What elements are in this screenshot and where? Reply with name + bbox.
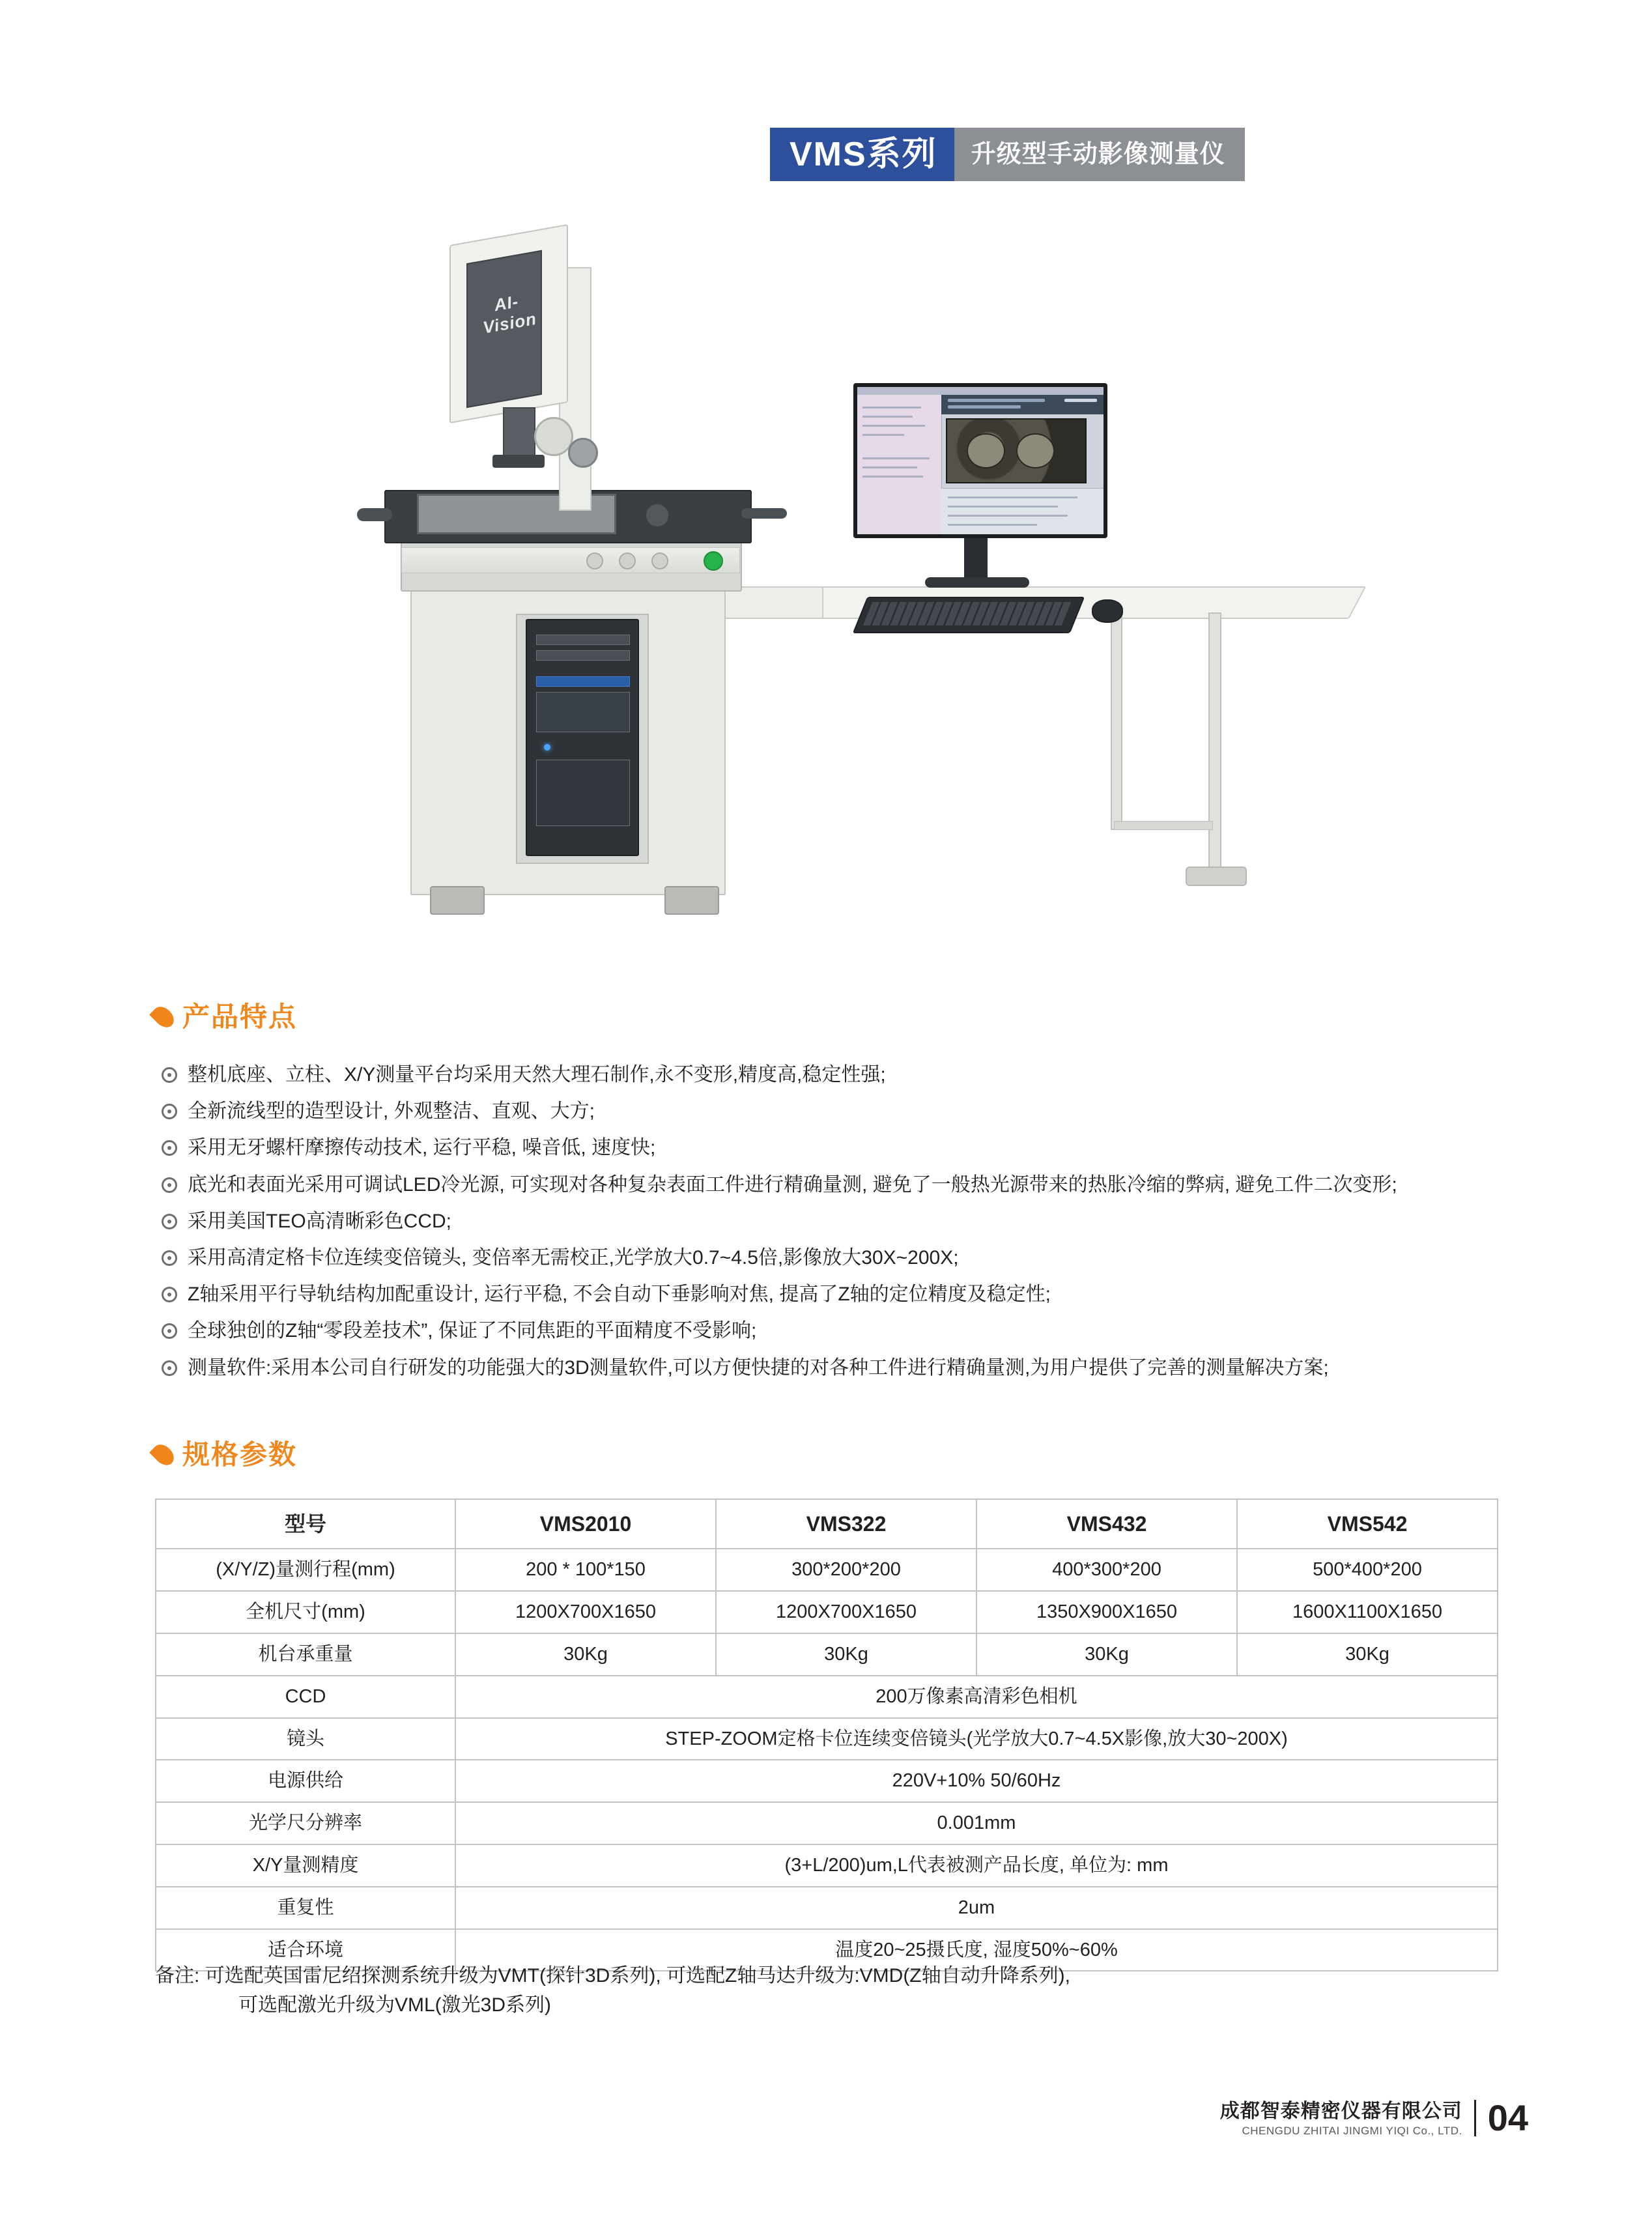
company-name-en: CHENGDU ZHITAI JINGMI YIQI Co., LTD. <box>1242 2124 1462 2137</box>
page-number: 04 <box>1487 2097 1528 2139</box>
stage-knob <box>645 503 670 528</box>
spec-table-wrapper <box>155 1498 1497 1971</box>
bullet-icon <box>162 1177 177 1193</box>
table-row <box>156 1633 1498 1676</box>
column-header: VMS322 <box>716 1499 976 1549</box>
row-label: 适合环境 <box>156 1929 455 1971</box>
power-indicator <box>704 551 723 571</box>
bullet-icon <box>162 1360 177 1376</box>
note-line-2: 可选配激光升级为VML(激光3D系列) <box>238 1994 552 2016</box>
row-value-merged: 220V+10% 50/60Hz <box>455 1760 1498 1802</box>
list-item: 整机底座、立柱、X/Y测量平台均采用天然大理石制作,永不变形,精度高,稳定性强; <box>162 1062 1530 1088</box>
page-footer <box>1220 2099 1528 2138</box>
row-value: 500*400*200 <box>1237 1549 1498 1591</box>
row-value-merged: (3+L/200)um,L代表被测产品长度, 单位为: mm <box>455 1844 1498 1887</box>
column-header: VMS432 <box>976 1499 1237 1549</box>
row-value-merged: 温度20~25摄氏度, 湿度50%~60% <box>455 1929 1498 1971</box>
zoom-knob <box>534 417 573 456</box>
bullet-icon <box>162 1287 177 1302</box>
row-value: 30Kg <box>976 1633 1237 1676</box>
panel-button-2 <box>619 552 636 569</box>
row-label: CCD <box>156 1676 455 1718</box>
machine-brand-label: AI-Vision <box>481 291 539 337</box>
row-label: 电源供给 <box>156 1760 455 1802</box>
flame-icon <box>149 1440 178 1469</box>
note-line-1: 备注: 可选配英国雷尼绍探测系统升级为VMT(探针3D系列), 可选配Z轴马达升级为:VMD(Z轴自动升降系列), <box>155 1965 1070 1986</box>
bullet-icon <box>162 1140 177 1156</box>
table-row <box>156 1676 1498 1718</box>
stage-handle-left <box>357 508 392 521</box>
bullet-icon <box>162 1214 177 1229</box>
row-value-merged: 0.001mm <box>455 1802 1498 1844</box>
cabinet-foot-right <box>664 886 719 915</box>
company-info <box>1220 2099 1462 2138</box>
bullet-icon <box>162 1104 177 1119</box>
desk-foot <box>1186 867 1247 886</box>
list-item: 采用高清定格卡位连续变倍镜头, 变倍率无需校正,光学放大0.7~4.5倍,影像放大30X~200X; <box>162 1245 1530 1271</box>
row-value-merged: 2um <box>455 1887 1498 1929</box>
cabinet-foot-left <box>430 886 485 915</box>
list-item: 测量软件:采用本公司自行研发的功能强大的3D测量软件,可以方便快捷的对各种工件进行精确量测,为用户提供了完善的测量解决方案; <box>162 1355 1530 1381</box>
list-item: 全新流线型的造型设计, 外观整洁、直观、大方; <box>162 1098 1530 1125</box>
desk-leg-back <box>1111 612 1122 830</box>
row-label: X/Y量测精度 <box>156 1844 455 1887</box>
panel-button-3 <box>651 552 668 569</box>
row-label: (X/Y/Z)量测行程(mm) <box>156 1549 455 1591</box>
list-item: 采用无牙螺杆摩擦传动技术, 运行平稳, 噪音低, 速度快; <box>162 1135 1530 1161</box>
row-value: 30Kg <box>455 1633 716 1676</box>
list-item: 全球独创的Z轴“零段差技术”, 保证了不同焦距的平面精度不受影响; <box>162 1318 1530 1344</box>
monitor-screen <box>857 387 1104 534</box>
row-value: 1200X700X1650 <box>455 1591 716 1633</box>
table-row <box>156 1549 1498 1591</box>
column-header: VMS542 <box>1237 1499 1498 1549</box>
row-label: 镜头 <box>156 1718 455 1760</box>
bullet-icon <box>162 1323 177 1339</box>
row-value: 1200X700X1650 <box>716 1591 976 1633</box>
table-row <box>156 1887 1498 1929</box>
table-row <box>156 1760 1498 1802</box>
desk-rail <box>1114 821 1213 830</box>
product-photo <box>339 208 1355 977</box>
software-camera-view <box>946 418 1087 483</box>
lens-barrel <box>503 407 535 462</box>
spec-title: 规格参数 <box>182 1439 298 1470</box>
table-row <box>156 1802 1498 1844</box>
footer-divider <box>1474 2100 1476 2136</box>
mouse <box>1092 599 1123 623</box>
row-label: 重复性 <box>156 1887 455 1929</box>
features-list <box>162 1062 1530 1392</box>
stage-handle-right <box>741 508 787 519</box>
row-value: 30Kg <box>716 1633 976 1676</box>
table-row <box>156 1844 1498 1887</box>
row-value: 1350X900X1650 <box>976 1591 1237 1633</box>
monitor-stand-neck <box>964 538 988 579</box>
flame-icon <box>149 1003 178 1031</box>
spec-heading <box>155 1441 297 1469</box>
bullet-icon <box>162 1250 177 1266</box>
software-side-panel <box>857 395 942 534</box>
row-label: 机台承重量 <box>156 1633 455 1676</box>
row-label: 全机尺寸(mm) <box>156 1591 455 1633</box>
focus-knob <box>568 438 598 468</box>
row-value-merged: 200万像素高清彩色相机 <box>455 1676 1498 1718</box>
series-title: VMS系列 <box>770 128 954 181</box>
desk-leg-right <box>1208 612 1221 876</box>
software-result-panel <box>941 488 1104 534</box>
list-item: 底光和表面光采用可调试LED冷光源, 可实现对各种复杂表面工件进行精确量测, 避免了一般热光源带来的热胀冷缩的弊病, 避免工件二次变形; <box>162 1172 1530 1198</box>
row-value: 30Kg <box>1237 1633 1498 1676</box>
table-row <box>156 1591 1498 1633</box>
column-header: 型号 <box>156 1499 455 1549</box>
machine-cabinet <box>410 586 726 895</box>
row-value-merged: STEP-ZOOM定格卡位连续变倍镜头(光学放大0.7~4.5X影像,放大30~200X) <box>455 1718 1498 1760</box>
row-value: 1600X1100X1650 <box>1237 1591 1498 1633</box>
column-header: VMS2010 <box>455 1499 716 1549</box>
table-header-row <box>156 1499 1498 1549</box>
list-item: 采用美国TEO高清晰彩色CCD; <box>162 1209 1530 1235</box>
bullet-icon <box>162 1067 177 1083</box>
table-row <box>156 1718 1498 1760</box>
monitor-stand-base <box>925 577 1029 588</box>
monitor <box>853 383 1107 538</box>
row-label: 光学尺分辨率 <box>156 1802 455 1844</box>
row-value: 300*200*200 <box>716 1549 976 1591</box>
pc-tower <box>526 619 639 856</box>
software-measure-bar <box>941 395 1104 414</box>
panel-button-1 <box>586 552 603 569</box>
company-name-cn: 成都智泰精密仪器有限公司 <box>1219 2100 1462 2122</box>
row-value: 200 * 100*150 <box>455 1549 716 1591</box>
control-panel <box>401 547 740 573</box>
header-banner <box>770 128 1536 181</box>
spec-table <box>155 1498 1498 1971</box>
spec-notes <box>155 1961 1523 2020</box>
features-title: 产品特点 <box>182 1001 298 1032</box>
list-item: Z轴采用平行导轨结构加配重设计, 运行平稳, 不会自动下垂影响对焦, 提高了Z轴的定位精度及稳定性; <box>162 1282 1530 1308</box>
features-heading <box>155 1003 297 1031</box>
series-subtitle: 升级型手动影像测量仪 <box>954 128 1245 181</box>
lens-ring <box>492 455 545 468</box>
keyboard-keys <box>863 602 1072 625</box>
row-value: 400*300*200 <box>976 1549 1237 1591</box>
